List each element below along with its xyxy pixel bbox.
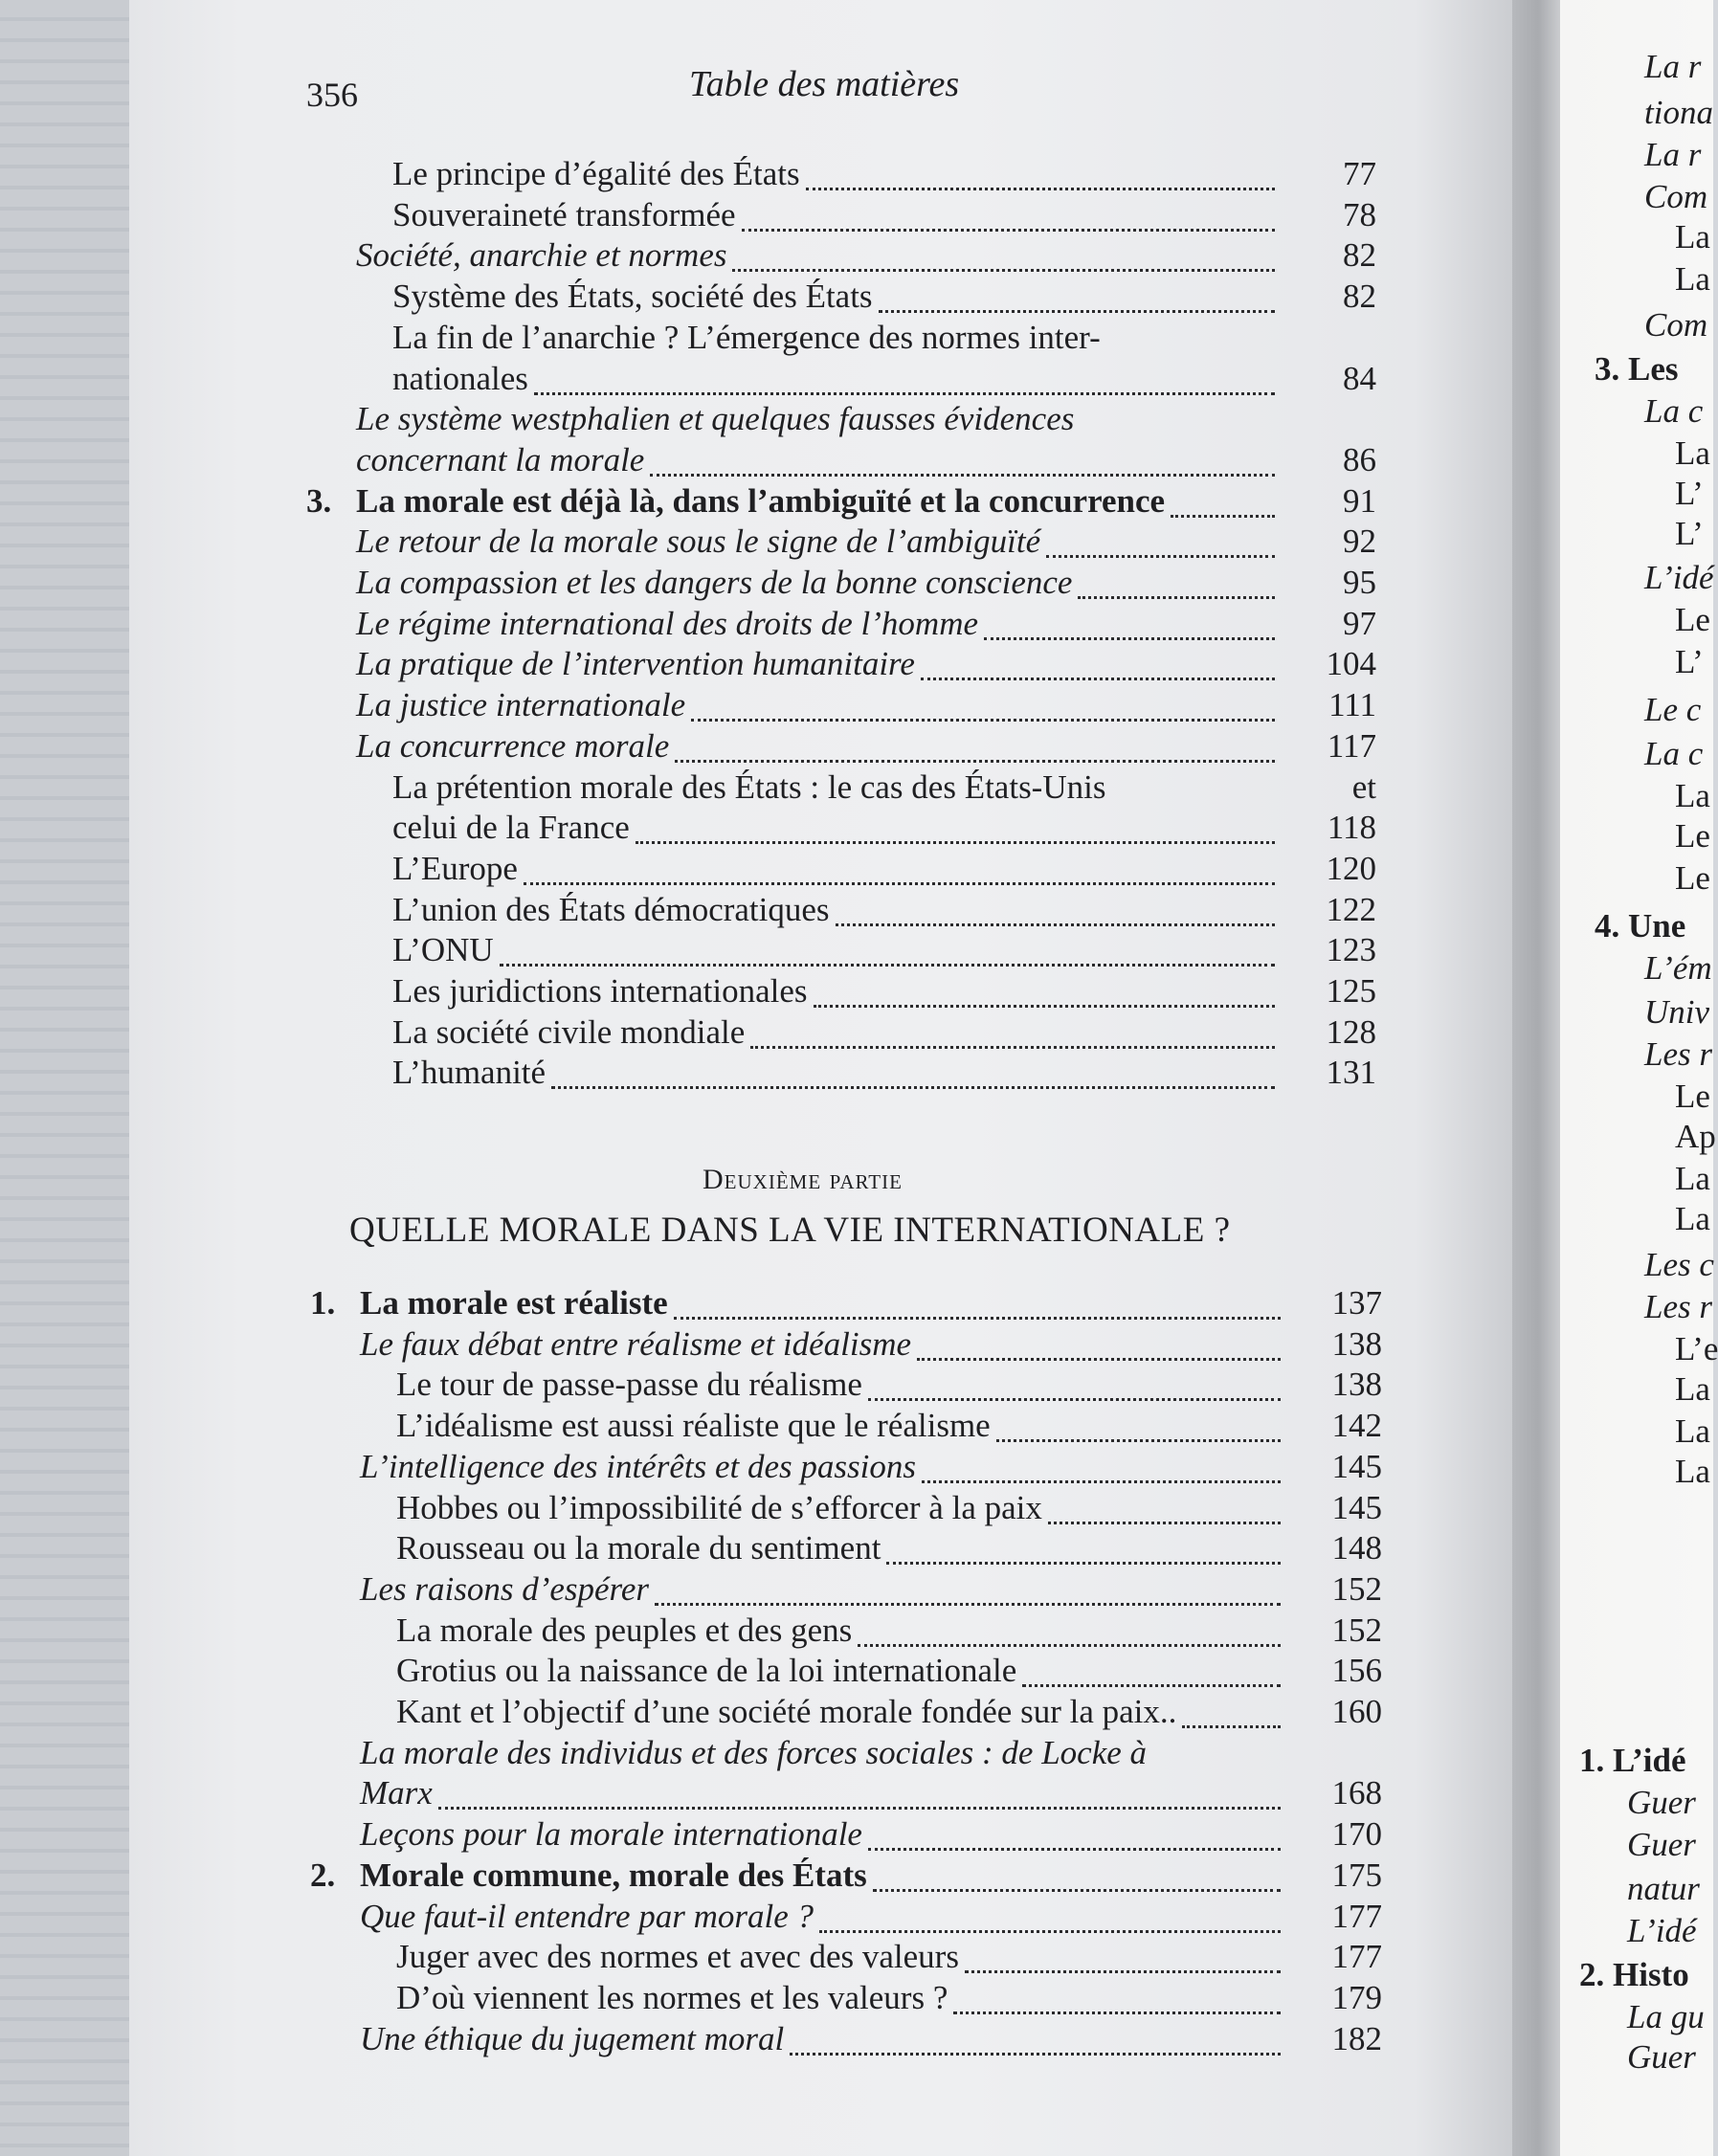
toc-entry-title: Hobbes ou l’impossibilité de s’efforcer à la paix [396,1488,1042,1526]
toc-entry-title: Société, anarchie et normes [356,236,727,275]
toc-entry-title: Grotius ou la naissance de la loi internationale [396,1652,1017,1690]
toc-entry-title: L’Europe [392,849,518,887]
facing-page-fragment: L’ [1675,643,1704,680]
toc-entry [0,767,1713,809]
facing-page-fragment: L’idé [1627,1912,1697,1949]
dot-leader [524,877,1275,885]
toc-entry [0,848,1713,890]
dot-leader [953,2006,1281,2014]
facing-page-fragment: Les r [1644,1288,1712,1325]
dot-leader [858,1638,1281,1647]
dot-leader [806,182,1275,190]
toc-entry [0,521,1713,563]
facing-page-fragment: L’idé [1644,559,1714,596]
toc-entry [0,889,1713,931]
facing-page-fragment: La [1675,1160,1710,1197]
toc-entry-title: Rousseau ou la morale du sentiment [396,1529,881,1567]
dot-leader [675,754,1275,763]
toc-entry-title: celui de la France [392,809,630,847]
toc-entry-page: 177 [1331,1897,1382,1935]
toc-entry [0,1364,1713,1406]
toc-entry-title: La morale des peuples et des gens [396,1611,853,1649]
toc-entry [0,725,1713,767]
toc-entry [0,1527,1713,1569]
toc-entry-page: 148 [1331,1529,1382,1567]
toc-entry-page: 160 [1331,1693,1382,1730]
dot-leader [984,632,1275,640]
toc-entry-page: 142 [1331,1407,1382,1445]
toc-entry-title: L’ONU [392,931,494,969]
toc-entry [0,1282,1713,1324]
toc-entry [0,2018,1713,2060]
dot-leader [742,223,1275,232]
facing-page-fragment: La [1675,434,1710,472]
toc-entry-title: Le principe d’égalité des États [392,155,800,192]
toc-entry [0,684,1713,726]
toc-entry-title: La justice internationale [356,686,686,724]
dot-leader [996,1434,1281,1442]
toc-entry-title: Juger avec des normes et avec des valeurs [396,1938,959,1976]
dot-leader [879,304,1275,313]
toc-entry-title: L’humanité [392,1054,547,1092]
toc-entry-title: Système des États, société des États [392,278,873,316]
facing-page-fragment: L’ [1675,475,1704,512]
dot-leader [551,1080,1275,1089]
toc-entry-title: Morale commune, morale des États [360,1856,867,1894]
dot-leader [868,1842,1281,1851]
dot-leader [750,1040,1275,1049]
toc-entry-page: 152 [1331,1569,1382,1608]
toc-entry-page: 97 [1343,604,1376,642]
facing-page-fragment: tiona [1644,94,1713,131]
facing-page-fragment: Le [1675,601,1710,638]
toc-entry-title: La morale des individus et des forces sociales : de Locke à [360,1733,1148,1771]
dot-leader [917,1352,1281,1361]
toc-entry-title: L’intelligence des intérêts et des passions [360,1447,916,1485]
toc-entry-page: 86 [1343,440,1376,478]
toc-entry-title: Les raisons d’espérer [360,1569,650,1608]
toc-entry-page: 179 [1331,1978,1382,2016]
toc-entry [0,480,1713,522]
toc-entry-title: concernant la morale [356,440,645,478]
facing-page-fragment: 1. L’idé [1579,1742,1686,1779]
dot-leader [438,1801,1281,1810]
toc-entry-page: 177 [1331,1938,1382,1976]
dot-leader [1046,549,1275,558]
facing-page-fragment: Le [1675,859,1710,897]
part-label: Deuxième partie [703,1164,903,1195]
toc-entry [0,1977,1713,2019]
facing-page-fragment: 3. Les [1595,350,1679,388]
facing-page-fragment: La r [1644,136,1702,173]
page-number: 356 [306,76,358,114]
dot-leader [1048,1516,1281,1524]
dot-leader [674,1311,1281,1320]
toc-entry [0,1446,1713,1488]
toc-entry-page: 137 [1331,1284,1382,1322]
toc-entry [0,970,1713,1012]
toc-entry-number: 1. [310,1284,336,1322]
dot-leader [886,1556,1281,1565]
toc-entry-page: 175 [1331,1856,1382,1894]
toc-entry-page: 156 [1331,1652,1382,1690]
toc-entry-number: 3. [306,481,332,520]
toc-entry [0,1732,1713,1774]
toc-entry-page: 138 [1331,1366,1382,1404]
dot-leader [1022,1678,1281,1687]
dot-leader [691,713,1275,722]
dot-leader [500,958,1275,967]
toc-entry-title: Le régime international des droits de l’homme [356,604,979,642]
toc-entry-number: 2. [310,1856,336,1894]
facing-page-fragment: L’ [1675,515,1704,552]
toc-entry-page: 82 [1343,236,1376,275]
toc-entry-title: Le retour de la morale sous le signe de l’ambiguïté [356,522,1041,561]
toc-entry-page: 78 [1343,195,1376,233]
toc-entry [0,1405,1713,1447]
toc-entry-page: 131 [1326,1054,1376,1092]
toc-entry [0,1813,1713,1856]
toc-entry [0,1568,1713,1611]
toc-entry-title: La pratique de l’intervention humanitaire [356,645,915,683]
toc-entry-page: 95 [1343,564,1376,601]
toc-entry-page: 125 [1326,972,1376,1010]
toc-entry-page: 84 [1343,359,1376,397]
facing-page-fragment: La [1675,218,1710,256]
toc-entry-title: Que faut-il entendre par morale ? [360,1897,814,1935]
part-title: QUELLE MORALE DANS LA VIE INTERNATIONALE ? [349,1211,1231,1250]
facing-page-fragment: Le [1675,1078,1710,1115]
toc-entry-title: Une éthique du jugement moral [360,2019,785,2057]
facing-page-fragment: 4. Une [1595,907,1686,945]
facing-page-fragment: 2. Histo [1579,1956,1689,1993]
toc-entry [0,1691,1713,1733]
toc-entry-page: 118 [1327,809,1376,847]
toc-entry-title: Kant et l’objectif d’une société morale fondée sur la paix.. [396,1693,1177,1730]
toc-entry-page: 111 [1328,686,1376,724]
dot-leader [921,672,1275,680]
facing-page-fragment: L’ém [1644,949,1712,987]
toc-entry [0,153,1713,195]
facing-page-fragment: La c [1644,735,1704,772]
facing-page-fragment: Le c [1644,691,1702,728]
toc-entry-page: 92 [1343,522,1376,561]
facing-page-fragment: La gu [1627,1998,1705,2035]
facing-page-fragment: Guer [1627,1784,1696,1821]
dot-leader [534,387,1275,395]
toc-entry [0,1936,1713,1978]
toc-entry [0,276,1713,318]
toc-entry-title: La fin de l’anarchie ? L’émergence des normes inter- [392,318,1101,356]
dot-leader [1171,509,1275,518]
toc-entry [0,194,1713,236]
dot-leader [814,999,1275,1008]
toc-entry-title: nationales [392,359,528,397]
dot-leader [819,1924,1281,1933]
facing-page-fragment: La r [1644,48,1702,85]
toc-entry-title: Les juridictions internationales [392,972,808,1010]
dot-leader [873,1883,1281,1892]
toc-entry-page: 138 [1331,1324,1382,1363]
toc-entry-title: La compassion et les dangers de la bonne conscience [356,564,1073,601]
toc-entry-title: La morale est réaliste [360,1284,668,1322]
facing-page-fragment: Univ [1644,993,1710,1031]
toc-entry-title: Le tour de passe-passe du réalisme [396,1366,862,1404]
dot-leader [868,1392,1281,1401]
toc-entry-title: Leçons pour la morale internationale [360,1815,862,1854]
toc-entry-page: 152 [1331,1611,1382,1649]
toc-entry-page: 168 [1331,1774,1382,1812]
toc-entry-page: 82 [1343,278,1376,316]
dot-leader [790,2047,1281,2056]
toc-entry [0,1650,1713,1692]
dot-leader [836,918,1275,926]
facing-page-fragment: Com [1644,306,1708,344]
facing-page-fragment: La c [1644,392,1704,430]
toc-entry-page: 128 [1326,1012,1376,1051]
toc-entry [0,1610,1713,1652]
dot-leader [732,263,1275,272]
facing-page-fragment: La [1675,1370,1710,1408]
toc-entry [0,398,1713,440]
dot-leader [655,1597,1281,1606]
dot-leader [965,1965,1281,1973]
facing-page-fragment: La [1675,1412,1710,1450]
toc-entry [0,603,1713,645]
toc-entry-page: 145 [1331,1488,1382,1526]
toc-entry-title: Le faux débat entre réalisme et idéalisme [360,1324,912,1363]
toc-entry [0,1896,1713,1938]
toc-entry-page: 120 [1326,849,1376,887]
toc-entry-title: L’idéalisme est aussi réaliste que le réalisme [396,1407,991,1445]
facing-page-fragment: Guer [1627,1826,1696,1863]
toc-entry-title: Le système westphalien et quelques fausses évidences [356,400,1075,438]
facing-page-fragment: Les r [1644,1035,1712,1073]
facing-page-fragment: L’e [1675,1330,1718,1367]
toc-entry-title: D’où viennent les normes et les valeurs ? [396,1978,948,2016]
toc-entry-title: La concurrence morale [356,726,670,765]
facing-page-fragment: natur [1627,1870,1700,1907]
toc-entry-title: La société civile mondiale [392,1012,746,1051]
toc-entry [0,358,1713,400]
facing-page-fragment: Les c [1644,1246,1714,1283]
toc-entry [0,807,1713,849]
toc-entry-title: Souveraineté transformée [392,195,736,233]
dot-leader [650,468,1275,477]
toc-entry [0,1011,1713,1054]
toc-entry [0,1855,1713,1897]
toc-entry [0,317,1713,359]
toc-entry [0,1052,1713,1094]
dot-leader [1182,1720,1281,1728]
dot-leader [922,1475,1281,1483]
toc-entry-page: 117 [1327,726,1376,765]
facing-page-fragment: La [1675,260,1710,298]
toc-entry-title: L’union des États démocratiques [392,890,830,928]
facing-page-fragment: Guer [1627,2038,1696,2076]
facing-page-fragment: La [1675,1453,1710,1490]
toc-entry-page: 91 [1343,481,1376,520]
toc-entry [0,1772,1713,1814]
running-title: Table des matières [689,64,960,104]
toc-entry-page: 122 [1326,890,1376,928]
toc-entry [0,1487,1713,1529]
toc-entry-title: La morale est déjà là, dans l’ambiguïté et la concurrence [356,481,1166,520]
toc-entry [0,439,1713,481]
toc-entry [0,1323,1713,1366]
toc-entry-page: 170 [1331,1815,1382,1854]
toc-entry-page: 77 [1343,155,1376,192]
toc-entry [0,643,1713,685]
facing-page-fragment: Ap [1675,1118,1716,1155]
dot-leader [1078,590,1275,599]
toc-entry-page: 123 [1326,931,1376,969]
toc-entry-page: 104 [1326,645,1376,683]
toc-entry-title: La prétention morale des États : le cas des États-Unis [392,767,1106,806]
toc-entry-page: et [1351,767,1376,806]
toc-entry-page: 145 [1331,1447,1382,1485]
toc-entry [0,234,1713,277]
toc-entry [0,929,1713,971]
facing-page-fragment: La [1675,1200,1710,1237]
facing-page-fragment: Le [1675,817,1710,855]
facing-page-fragment: La [1675,777,1710,814]
toc-entry-title: Marx [360,1774,433,1812]
dot-leader [636,835,1275,844]
facing-page-fragment: Com [1644,178,1708,215]
toc-entry-page: 182 [1331,2019,1382,2057]
toc-entry [0,562,1713,604]
